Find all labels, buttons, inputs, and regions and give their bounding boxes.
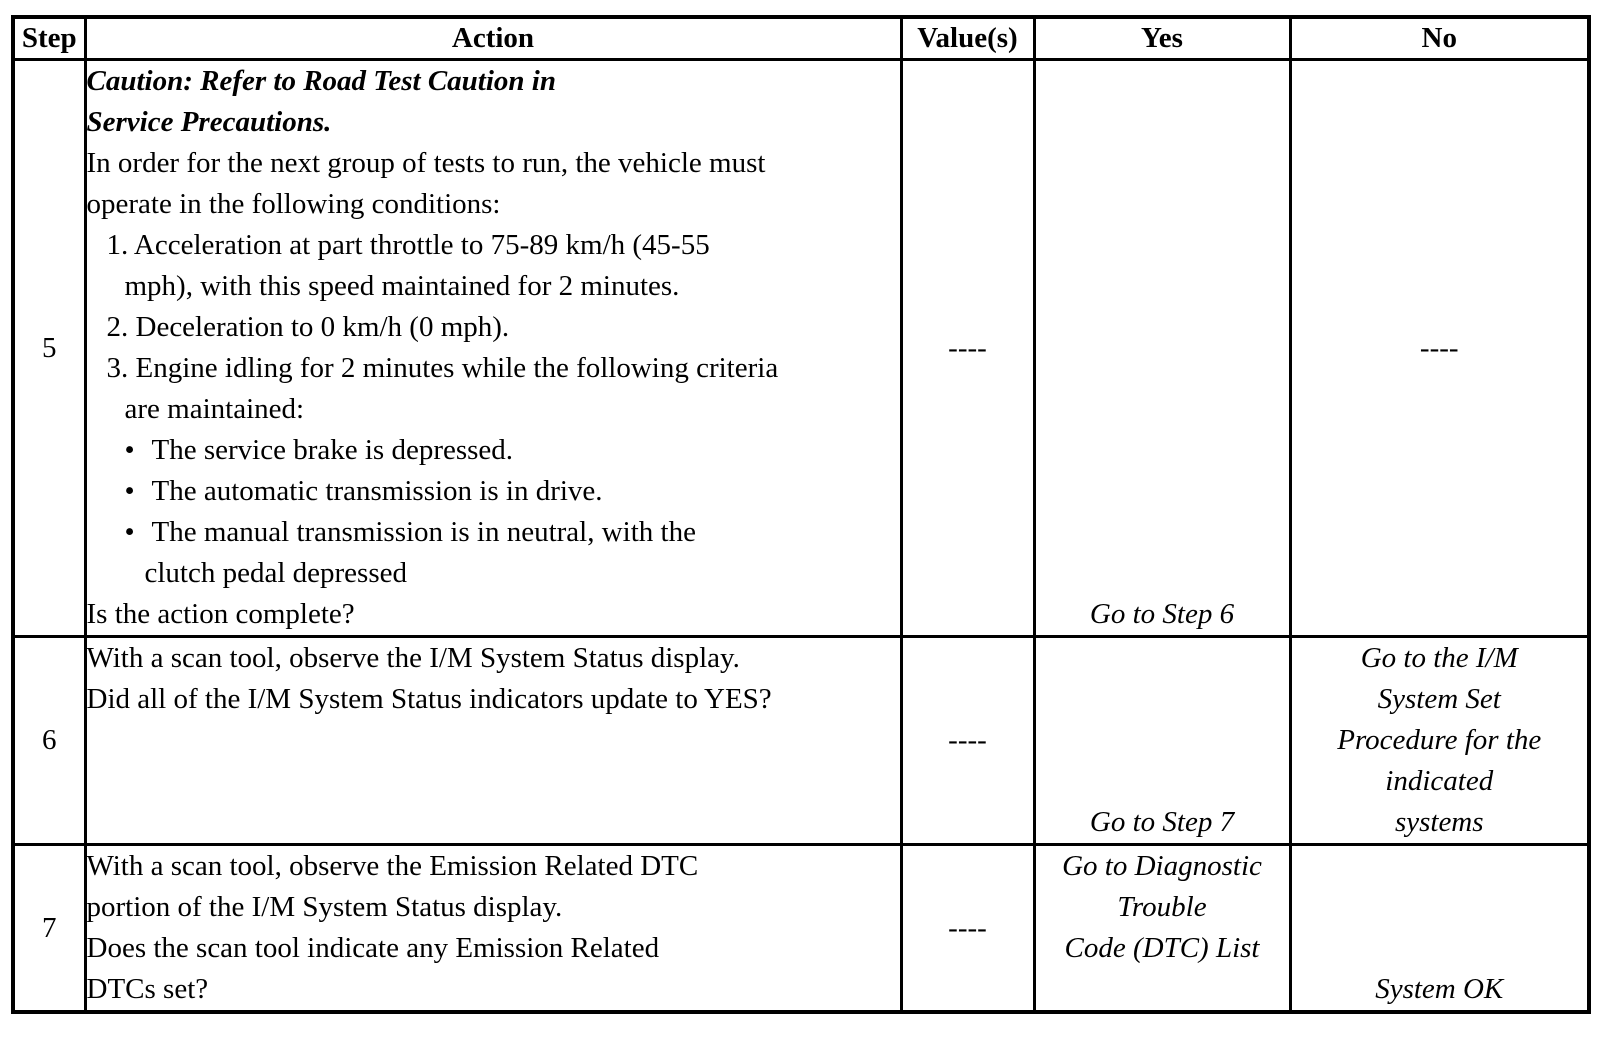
yes-text: Code (DTC) List (1064, 932, 1260, 964)
bullet-icon: • (124, 434, 135, 466)
yes-cell (1034, 845, 1290, 1013)
no-cell: ---- (1290, 60, 1589, 637)
header-row (13, 17, 1589, 60)
diagnostic-table (11, 15, 1591, 1014)
action-text: In order for the next group of tests to run, the vehicle must (86, 147, 766, 179)
action-text: With a scan tool, observe the Emission Related DTC (86, 850, 699, 882)
table-row-step-7 (13, 845, 1589, 1013)
numbered-item-3: 3. Engine idling for 2 minutes while the following criteria (106, 352, 779, 384)
yes-text: Go to Step 6 (1089, 598, 1235, 630)
header-action: Action (85, 17, 901, 60)
no-cell (1290, 637, 1589, 845)
yes-cell (1034, 637, 1290, 845)
yes-text: Go to Step 7 (1089, 806, 1235, 838)
table-row-step-5 (13, 60, 1589, 637)
caution-text: Caution: Refer to Road Test Caution in (86, 65, 556, 97)
bullet-item (87, 512, 900, 553)
bullet-item (87, 430, 900, 471)
bullet-text: The automatic transmission is in drive. (151, 475, 603, 507)
no-text: System Set (1377, 683, 1501, 715)
action-question: Is the action complete? (86, 598, 355, 630)
table-row-step-6 (13, 637, 1589, 845)
action-text: operate in the following conditions: (86, 188, 501, 220)
caution-text: Service Precautions. (86, 106, 332, 138)
bullet-icon: • (124, 516, 135, 548)
value-cell: ---- (901, 637, 1034, 845)
action-cell (85, 845, 901, 1013)
no-text: System OK (1375, 973, 1504, 1005)
bullet-item (87, 471, 900, 512)
value-cell: ---- (901, 845, 1034, 1013)
numbered-item-3-cont: are maintained: (124, 393, 305, 425)
action-text: DTCs set? (86, 973, 209, 1005)
no-cell (1290, 845, 1589, 1013)
step-number: 7 (13, 845, 85, 1013)
step-number: 5 (13, 60, 85, 637)
numbered-item-1: 1. Acceleration at part throttle to 75-89 km/h (45-55 (106, 229, 710, 261)
numbered-item-2: 2. Deceleration to 0 km/h (0 mph). (106, 311, 510, 343)
bullet-text: The manual transmission is in neutral, with the (151, 516, 696, 548)
header-no: No (1290, 17, 1589, 60)
action-text: With a scan tool, observe the I/M System Status display. (86, 642, 740, 674)
action-text: portion of the I/M System Status display. (86, 891, 563, 923)
bullet-text-cont: clutch pedal depressed (144, 557, 408, 589)
header-yes: Yes (1034, 17, 1290, 60)
yes-text: Trouble (1117, 891, 1207, 923)
no-text: indicated (1385, 765, 1494, 797)
step-number: 6 (13, 637, 85, 845)
action-text: Does the scan tool indicate any Emission Related (86, 932, 660, 964)
action-cell (85, 60, 901, 637)
header-values: Value(s) (901, 17, 1034, 60)
numbered-item-1-cont: mph), with this speed maintained for 2 minutes. (124, 270, 680, 302)
action-text: Did all of the I/M System Status indicators update to YES? (86, 683, 772, 715)
bullet-text: The service brake is depressed. (151, 434, 514, 466)
value-cell: ---- (901, 60, 1034, 637)
action-cell (85, 637, 901, 845)
no-text: systems (1394, 806, 1484, 838)
no-text: Go to the I/M (1360, 642, 1518, 674)
no-text: Procedure for the (1337, 724, 1542, 756)
yes-text: Go to Diagnostic (1062, 850, 1262, 882)
header-step: Step (13, 17, 85, 60)
bullet-icon: • (124, 475, 135, 507)
yes-cell (1034, 60, 1290, 637)
